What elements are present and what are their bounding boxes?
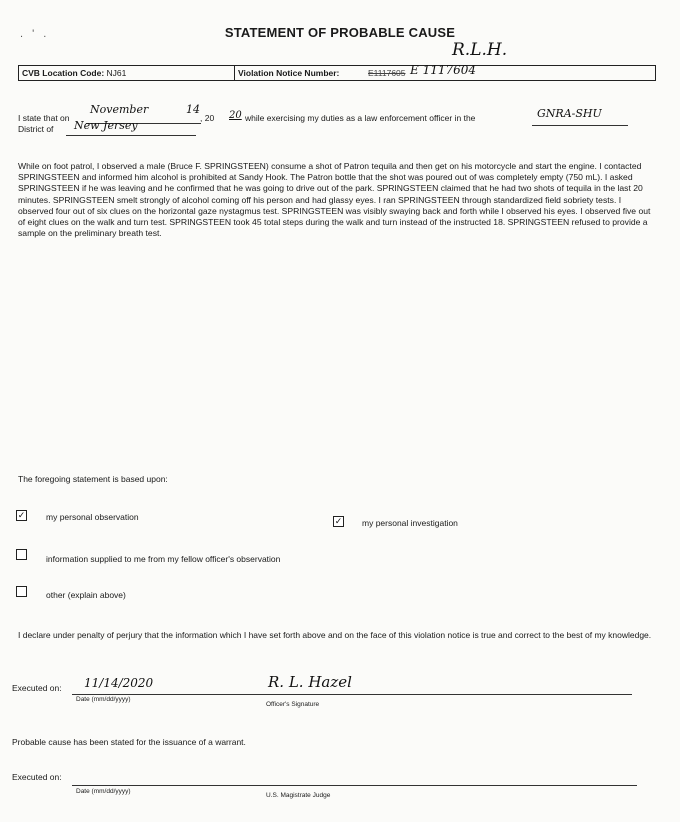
executed-on-label-2: Executed on: <box>12 772 62 782</box>
duty-text: while exercising my duties as a law enforcement officer in the <box>245 113 476 123</box>
date-month: November <box>90 103 149 116</box>
checkbox-personal-observation[interactable]: ✓ <box>17 510 26 520</box>
violation-notice-box <box>234 65 656 80</box>
scan-dots: . ' . <box>20 28 50 40</box>
district-underline <box>66 134 196 136</box>
page-title: STATEMENT OF PROBABLE CAUSE <box>224 25 456 40</box>
date-caption-2: Date (mm/dd/yyyy) <box>76 788 131 795</box>
label-personal-investigation: my personal investigation <box>362 518 458 528</box>
i-state-label: I state that on <box>18 113 70 123</box>
cvb-location-code <box>22 68 126 78</box>
execution-line-2 <box>72 784 637 786</box>
cvb-label: CVB Location Code: <box>22 68 105 78</box>
district-label: District of <box>18 124 54 134</box>
year-prefix: , 20 <box>200 113 215 123</box>
judge-caption: U.S. Magistrate Judge <box>266 792 331 799</box>
date-day: 14 <box>186 103 200 116</box>
execution-date: 11/14/2020 <box>84 676 154 690</box>
label-personal-observation: my personal observation <box>46 512 139 522</box>
violation-notice-label: Violation Notice Number: <box>238 68 340 78</box>
district-value: New Jersey <box>74 119 138 132</box>
executed-on-label-1: Executed on: <box>12 683 62 693</box>
date-caption-1: Date (mm/dd/yyyy) <box>76 696 131 703</box>
checkbox-personal-investigation[interactable]: ✓ <box>334 516 343 526</box>
basis-heading: The foregoing statement is based upon: <box>18 474 168 484</box>
checkbox-other[interactable] <box>16 586 27 597</box>
narrative-text: While on foot patrol, I observed a male (Bruce F. SPRINGSTEEN) consume a shot of Patron tequila and then get on his motorcycle and start the engine. I contacted SPRINGSTEEN and informed him alcohol is prohibited at Sandy Hook. The Patron bottle that the shot was poured out of was completely empty (750 mL). I asked SPRINGSTEEN if he was leaving and he confirmed that he was going to drive out of the park. SPRINGSTEEN claimed that he had two shots of tequila in the last 20 minutes. SPRINGSTEEN smelt strongly of alcohol coming off his person and had glassy eyes. I ran SPRINGSTEEN through standardized field sobriety tests. I observed four out of six clues on the horizontal gaze nystagmus test. SPRINGSTEEN was visibly swaying back and forth while I observed his eyes. I observed five out of eight clues on the walk and turn test. SPRINGSTEEN took 45 total steps during the walk and turn instead of the instructed 18. SPRINGSTEEN refused to provide a sample on the preliminary breath test. <box>18 161 651 239</box>
area-underline <box>532 124 628 126</box>
code-bar <box>18 65 656 81</box>
execution-line-1 <box>72 693 632 695</box>
year-suffix: 20 <box>229 110 242 121</box>
declaration-text: I declare under penalty of perjury that the information which I have set forth above and on the face of this violation notice is true and correct to the best of my knowledge. <box>18 630 652 640</box>
violation-number-struck: E1117605 <box>368 68 406 78</box>
area-value: GNRA-SHU <box>537 107 602 120</box>
handwritten-initials: R.L.H. <box>452 40 508 60</box>
officer-signature: R. L. Hazel <box>268 673 352 691</box>
violation-number-handwritten: E 1117604 <box>410 63 477 77</box>
warrant-text: Probable cause has been stated for the issuance of a warrant. <box>12 737 246 747</box>
label-fellow-officer: information supplied to me from my fellow officer's observation <box>46 554 281 564</box>
officer-signature-caption: Officer's Signature <box>266 701 320 708</box>
cvb-value: NJ61 <box>106 68 127 78</box>
label-other: other (explain above) <box>46 590 126 600</box>
checkbox-fellow-officer[interactable] <box>16 549 27 560</box>
